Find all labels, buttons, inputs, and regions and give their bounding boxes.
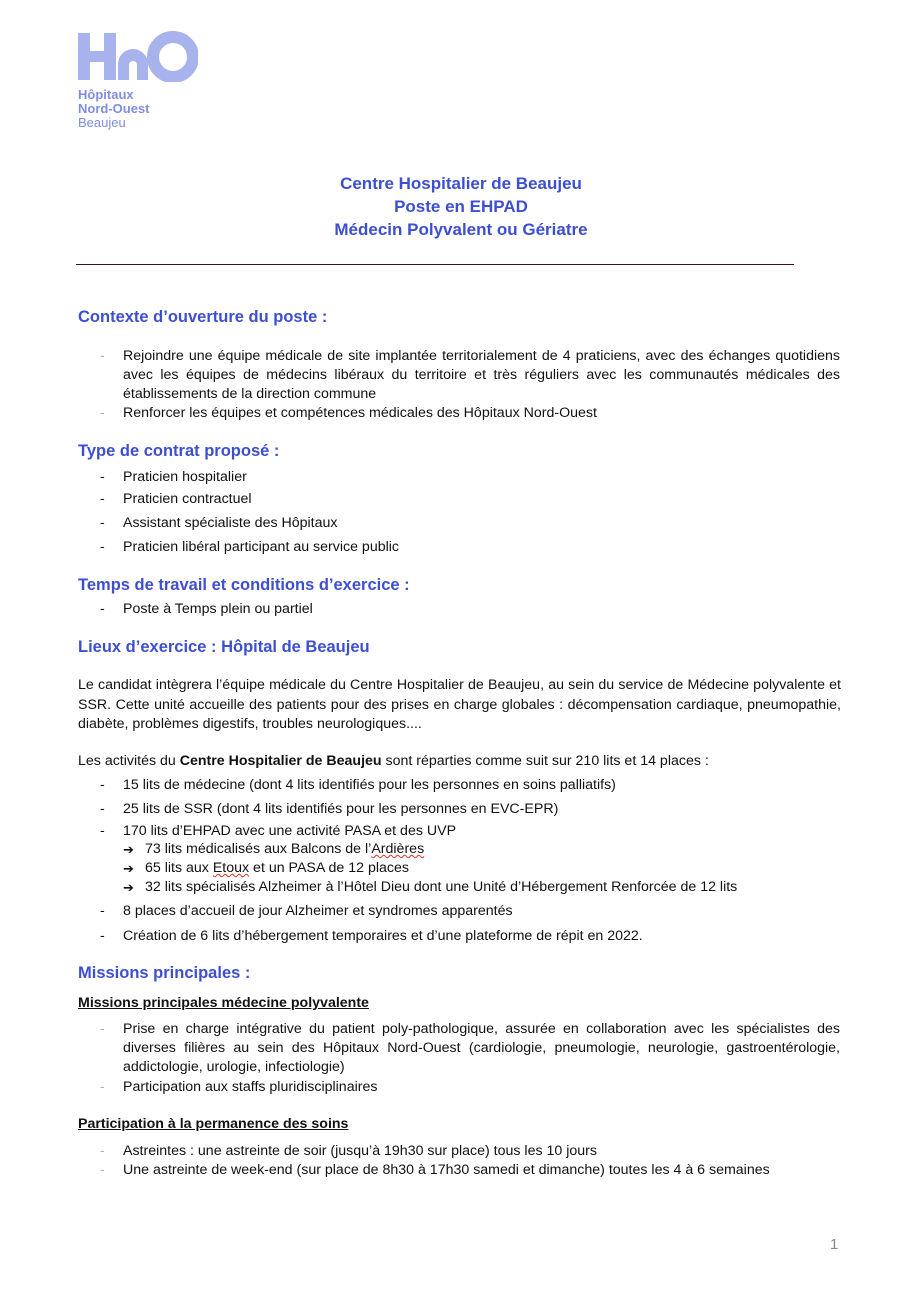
heading-temps: Temps de travail et conditions d’exercice :: [78, 576, 410, 594]
sub-list-item: [123, 878, 843, 897]
hno-logo-mark: [78, 30, 198, 82]
list-item: [78, 800, 840, 819]
list-item-text: Participation aux staffs pluridisciplinaires: [123, 1079, 378, 1095]
dash-marker: -: [100, 539, 105, 555]
dash-marker: -: [100, 348, 105, 364]
sub-item-text: 65 lits aux: [145, 860, 213, 876]
list-item-text: Astreintes : une astreinte de soir (jusqu’à 19h30 sur place) tous les 10 jours: [123, 1143, 597, 1159]
title-divider: [76, 264, 794, 265]
list-item: [78, 776, 840, 795]
dash-marker: -: [100, 491, 105, 507]
title-establishment: Centre Hospitalier de Beaujeu: [340, 174, 582, 193]
subheading-medecine-polyvalente: Missions principales médecine polyvalente: [78, 995, 369, 1011]
heading-lieux: Lieux d’exercice : Hôpital de Beaujeu: [78, 638, 370, 656]
document-title: [0, 172, 922, 241]
dash-marker: -: [100, 1079, 105, 1095]
list-item: [78, 1142, 840, 1161]
dash-marker: -: [100, 823, 105, 839]
dash-marker: -: [100, 903, 105, 919]
title-role: Médecin Polyvalent ou Gériatre: [334, 220, 588, 239]
list-item-text: Prise en charge intégrative du patient poly-pathologique, assurée en collaboration avec les spécialistes des diverses filières au sein des Hôpitaux Nord-Ouest (cardiologie, pneumologie, neurologie, gastroentérologie, addictologie, urologie, infectiologie): [123, 1021, 840, 1075]
list-item-text: 170 lits d’EHPAD avec une activité PASA et des UVP: [123, 823, 457, 839]
logo-line-nord-ouest: Nord-Ouest: [78, 101, 150, 116]
list-item: [78, 822, 840, 841]
list-item: [78, 1078, 840, 1097]
list-item: [78, 538, 840, 557]
heading-contexte: Contexte d’ouverture du poste :: [78, 308, 328, 326]
list-item: [78, 514, 840, 533]
sub-list-item: [123, 859, 843, 878]
list-item-text: Poste à Temps plein ou partiel: [123, 601, 313, 617]
list-item-text: Création de 6 lits d’hébergement temporaires et d’une plateforme de répit en 2022.: [123, 928, 643, 944]
heading-missions: Missions principales :: [78, 964, 251, 982]
sub-list-item: [123, 840, 843, 859]
list-item-text: 25 lits de SSR (dont 4 lits identifiés pour les personnes en EVC-EPR): [123, 801, 559, 817]
list-item: [78, 490, 840, 509]
activities-intro-end: sont réparties comme suit sur 210 lits et 14 places :: [381, 753, 709, 769]
list-item-text: 15 lits de médecine (dont 4 lits identifiés pour les personnes en soins palliatifs): [123, 777, 616, 793]
title-post: Poste en EHPAD: [394, 197, 528, 216]
sub-item-spell-flagged-word: Etoux: [212, 860, 250, 876]
arrow-icon: ➔: [123, 842, 134, 857]
hno-logo: [78, 30, 208, 130]
dash-marker: -: [100, 1162, 105, 1178]
lieux-paragraph: Le candidat intègrera l’équipe médicale du Centre Hospitalier de Beaujeu, au sein du service de Médecine polyvalente et SSR. Cette unité accueille des patients pour des prises en charge globales : décompensation cardiaque, pneumopathie, diabète, problèmes digestifs, troubles neurologiques....: [78, 677, 841, 732]
list-item-text: Rejoindre une équipe médicale de site implantée territorialement de 4 praticiens, avec des échanges quotidiens avec les équipes de médecins libéraux du territoire et très réguliers avec les communautés médicales des établissements de la direction commune: [123, 348, 840, 402]
dash-marker: -: [100, 777, 105, 793]
sub-item-spell-flagged-word: Ardières: [371, 841, 425, 857]
logo-line-hopitaux: Hôpitaux: [78, 87, 134, 102]
activities-intro-establishment: Centre Hospitalier de Beaujeu: [179, 753, 382, 769]
dash-marker: -: [100, 928, 105, 944]
list-item-text: Praticien libéral participant au service public: [123, 539, 400, 555]
list-item-text: Renforcer les équipes et compétences médicales des Hôpitaux Nord-Ouest: [123, 405, 597, 421]
activities-intro: [78, 752, 841, 772]
dash-marker: -: [100, 1021, 105, 1037]
list-item: [78, 1020, 840, 1077]
list-item: [78, 600, 840, 619]
list-item: [78, 927, 840, 946]
sub-item-text: 73 lits médicalisés aux Balcons de l’: [145, 841, 372, 857]
subheading-permanence-soins: Participation à la permanence des soins: [78, 1116, 349, 1132]
list-item-text: Assistant spécialiste des Hôpitaux: [123, 515, 338, 531]
sub-item-text: 32 lits spécialisés Alzheimer à l’Hôtel Dieu dont une Unité d’Hébergement Renforcée de 12 lits: [145, 879, 738, 895]
sub-item-text-end: et un PASA de 12 places: [249, 860, 409, 876]
list-item: [78, 1161, 840, 1180]
logo-line-beaujeu: Beaujeu: [78, 115, 126, 130]
list-item: [78, 404, 840, 423]
dash-marker: -: [100, 601, 105, 617]
dash-marker: -: [100, 515, 105, 531]
list-item-text: Praticien contractuel: [123, 491, 252, 507]
activities-intro-start: Les activités du: [78, 753, 180, 769]
list-item: [78, 347, 840, 404]
list-item-text: Une astreinte de week-end (sur place de 8h30 à 17h30 samedi et dimanche) toutes les 4 à 6 semaines: [123, 1162, 770, 1178]
arrow-icon: ➔: [123, 880, 134, 895]
dash-marker: -: [100, 1143, 105, 1159]
heading-contrat: Type de contrat proposé :: [78, 442, 280, 460]
list-item: [78, 468, 840, 487]
dash-marker: -: [100, 801, 105, 817]
dash-marker: -: [100, 405, 105, 421]
page-number: 1: [830, 1236, 839, 1253]
dash-marker: -: [100, 469, 105, 485]
list-item-text: 8 places d’accueil de jour Alzheimer et syndromes apparentés: [123, 903, 513, 919]
list-item-text: Praticien hospitalier: [123, 469, 247, 485]
arrow-icon: ➔: [123, 861, 134, 876]
list-item: [78, 902, 840, 921]
